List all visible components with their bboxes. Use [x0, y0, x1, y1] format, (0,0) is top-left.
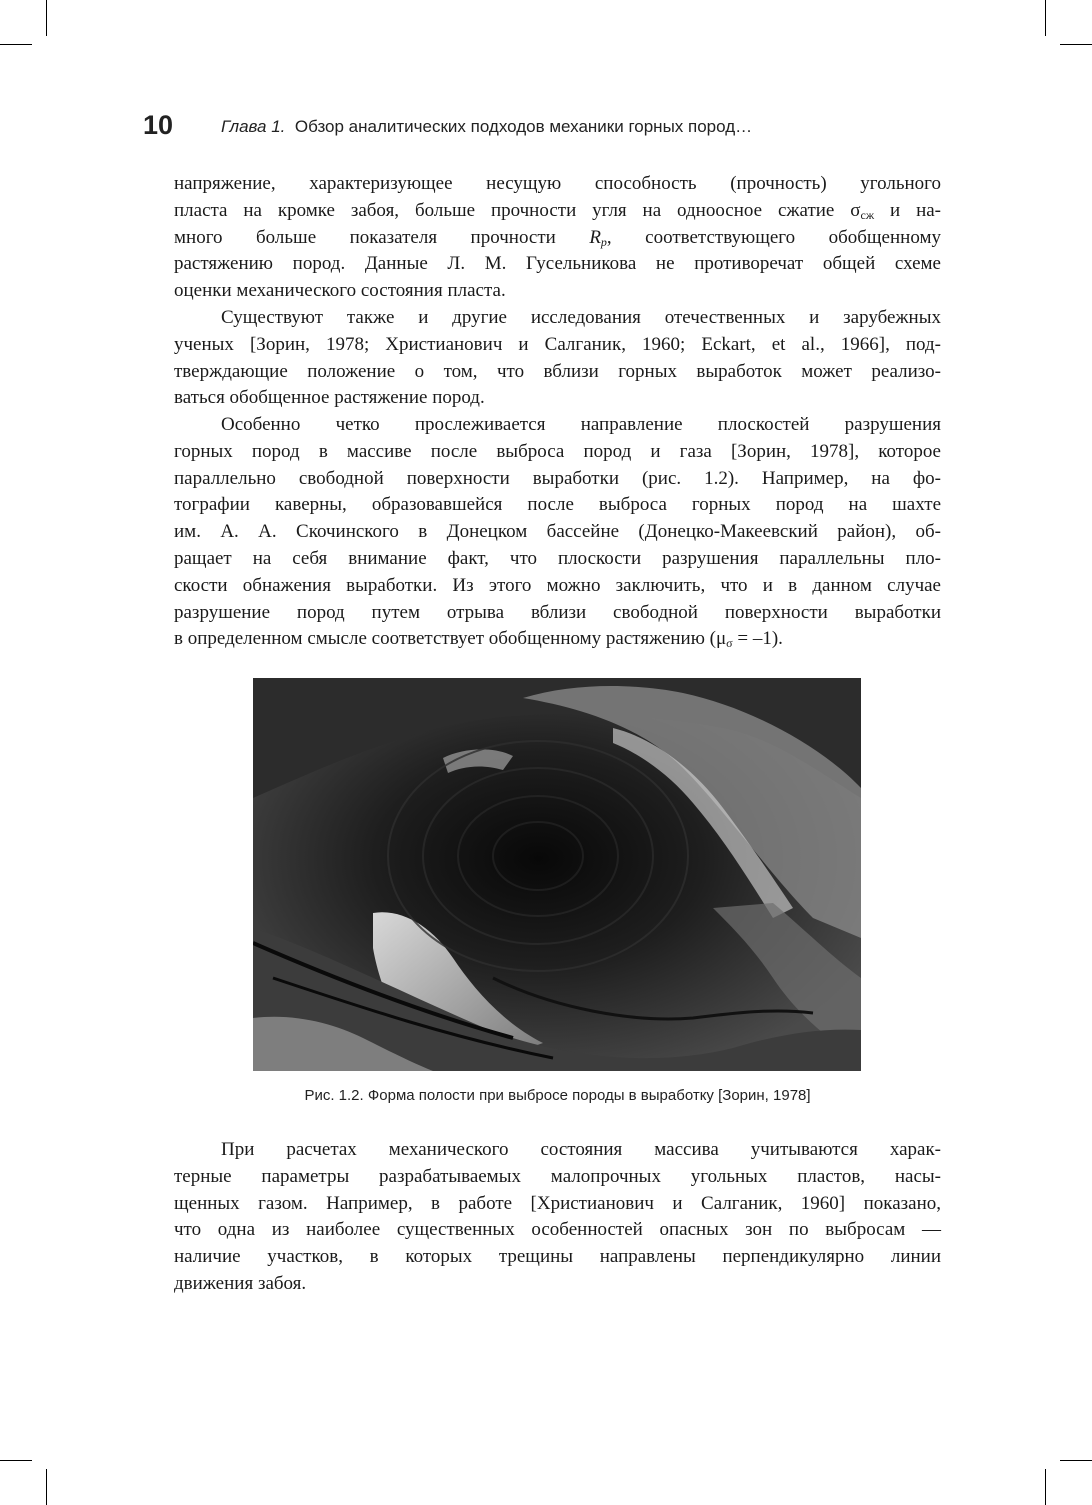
text-line: наличие участков, в которых трещины направлены перпендикулярно линии [174, 1246, 941, 1268]
text-line: им. А. А. Скочинского в Донецком бассейне (Донецко-Макеевский район), об- [174, 521, 941, 543]
text-line: напряжение, характеризующее несущую способность (прочность) угольного [174, 173, 941, 194]
text-line: движения забоя. [174, 1272, 307, 1294]
running-head [143, 110, 943, 140]
text-line: скости обнажения выработки. Из этого можно заключить, что и в данном случае [174, 574, 941, 596]
figure-caption: Рис. 1.2. Форма полости при выбросе породы в выработку [Зорин, 1978] [304, 1087, 811, 1104]
crop-mark [0, 44, 32, 45]
paragraph-4 [174, 1137, 941, 1298]
text-line: тверждающие положение о том, что вблизи горных выработок может реализо- [174, 360, 941, 382]
text-line: тографии каверны, образовавшейся после выброса горных пород на шахте [174, 494, 941, 516]
text-line: ученых [Зорин, 1978; Христианович и Салганик, 1960; Eckart, et al., 1966], под- [174, 333, 941, 355]
text-line: много больше показателя прочности $R_p$, соответствующего обобщенному [174, 226, 941, 249]
chapter-label: Глава 1. [221, 117, 286, 136]
subscript: p [600, 234, 607, 249]
text-line: ваться обобщенное растяжение пород. [174, 387, 485, 409]
text-line: разрушение пород путем отрыва вблизи свободной поверхности выработки [174, 601, 941, 623]
page-number: 10 [143, 110, 174, 140]
subscript: сж [860, 207, 875, 222]
crop-mark [46, 0, 47, 36]
crop-mark [1045, 0, 1046, 36]
text-line: При расчетах механического состояния массива учитываются харак- [221, 1139, 941, 1160]
paragraph-3 [174, 412, 941, 653]
paragraph-2 [174, 305, 941, 412]
paragraph-1 [174, 171, 941, 305]
text-line: параллельно свободной поверхности выработки (рис. 1.2). Например, на фо- [174, 467, 941, 489]
text-line: горных пород в массиве после выброса пород и газа [Зорин, 1978], которое [174, 440, 941, 462]
text-line: пласта на кромке забоя, больше прочности угля на одноосное сжатие $\sigma_{сж}$ и на- [174, 199, 941, 222]
text-line: что одна из наиболее существенных особенностей опасных зон по выбросам — [174, 1219, 941, 1241]
text-line: щенных газом. Например, в работе [Христианович и Салганик, 1960] показано, [174, 1192, 941, 1214]
variable: R [589, 226, 601, 248]
text-line: терные параметры разрабатываемых малопрочных угольных пластов, насы- [174, 1165, 941, 1187]
subscript: σ [726, 636, 733, 651]
crop-mark [1060, 44, 1092, 45]
crop-mark [1045, 1469, 1046, 1505]
text-line: Особенно четко прослеживается направление плоскостей разрушения [221, 414, 941, 435]
text-line: ращает на себя внимание факт, что плоскости разрушения параллельны пло- [174, 547, 941, 569]
text-line: в определенном смысле соответствует обобщенному растяжению $(\mu_\sigma = -1)$. [174, 628, 783, 651]
crop-mark [1060, 1460, 1092, 1461]
crop-mark [0, 1460, 32, 1461]
crop-mark [46, 1469, 47, 1505]
text-line: Существуют также и другие исследования отечественных и зарубежных [221, 307, 941, 328]
text-line: растяжению пород. Данные Л. М. Гусельникова не противоречат общей схеме [174, 253, 941, 275]
cavity-photo [253, 678, 861, 1071]
text-line: оценки механического состояния пласта. [174, 280, 506, 302]
chapter-title [221, 117, 752, 137]
chapter-title-text: Обзор аналитических подходов механики горных пород… [294, 117, 753, 136]
